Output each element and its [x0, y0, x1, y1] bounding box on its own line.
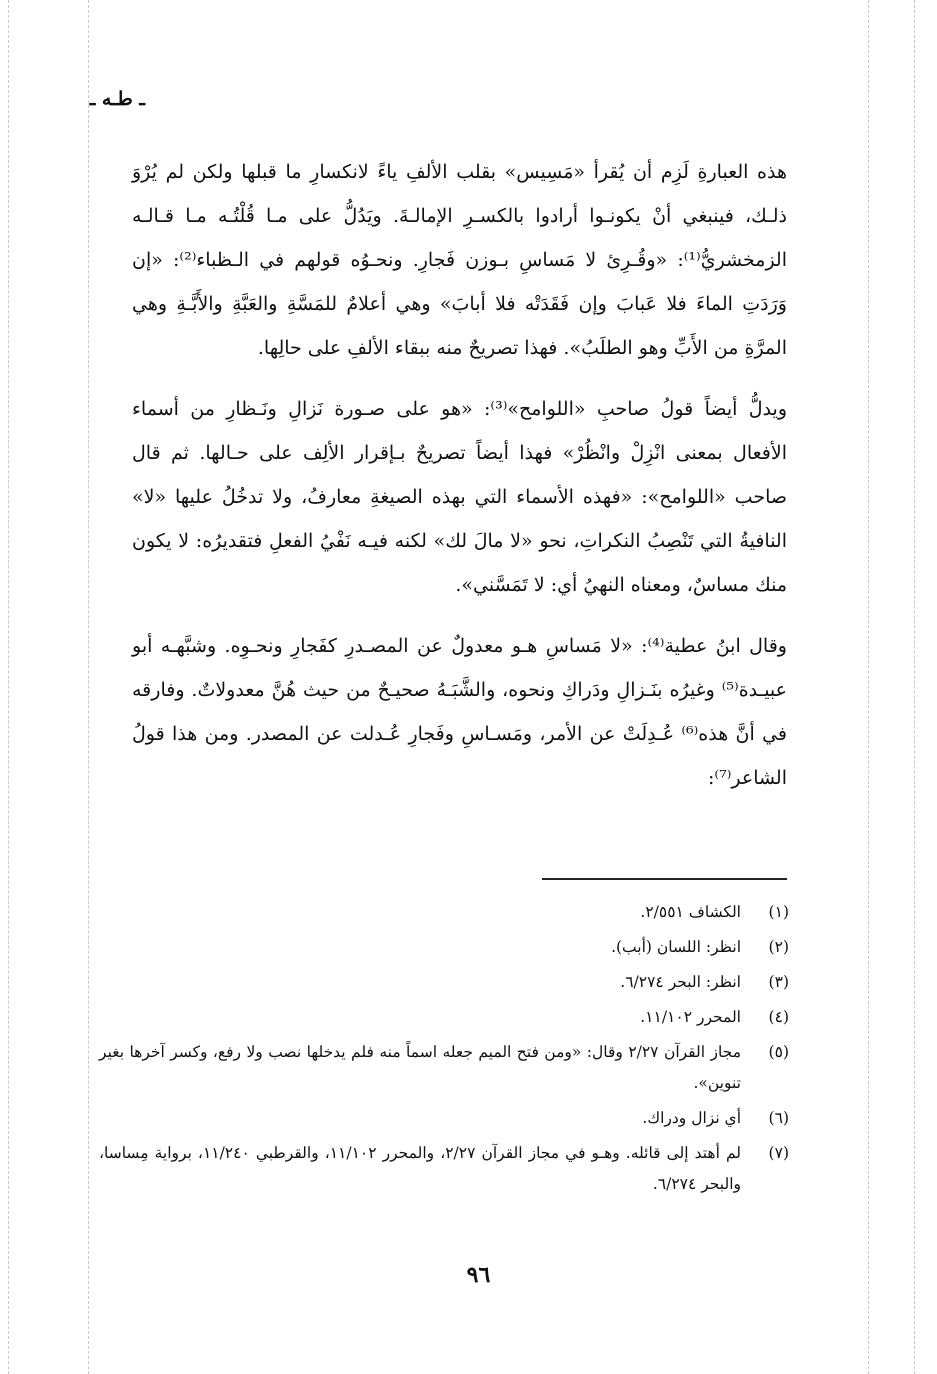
footnote-text: انظر: البحر ٦/٢٧٤. [620, 973, 741, 991]
footnote [99, 967, 789, 998]
running-header: ـ طـه ـ [89, 88, 145, 110]
footnote-number: (٦) [768, 1109, 789, 1127]
scan-guide-line [914, 0, 915, 1374]
footnote-text: الكشاف ٢/٥٥١. [640, 903, 741, 921]
footnote-number: (٥) [768, 1043, 789, 1061]
footnote-number: (٧) [768, 1144, 789, 1162]
footnote-text: أي نزال ودراك. [642, 1109, 741, 1127]
footnote-text: لم أهتد إلى قائله. وهـو في مجاز القرآن ٢/٢٧، والمحرر ١١/١٠٢، والقرطبي ١١/٢٤٠، برواية مِساسا، والبحر ٦/٢٧٤. [99, 1144, 741, 1193]
footnote-text: انظر: اللسان (أبب). [611, 938, 741, 956]
footnote [99, 1138, 789, 1200]
footnote-number: (٢) [768, 938, 789, 956]
footnote-number: (٣) [768, 973, 789, 991]
footnote [99, 897, 789, 928]
scan-guide-line [88, 0, 89, 1374]
scan-guide-line [8, 0, 9, 1374]
footnotes-list [99, 897, 789, 1204]
footnote [99, 932, 789, 963]
body-paragraph: وقال ابنُ عطية⁽⁴⁾: «لا مَساسِ هـو معدولٌ عن المصـدرِ كفَجارِ ونحـوِه. وشبَّهـه أبو عبيـدة⁽⁵⁾ وغيرُه بنَـزالِ ودَراكِ ونحوه، والشَّبَـهُ صحيـحٌ من حيث هُنَّ معدولاتٌ. وفارقه في أنَّ هذه⁽⁶⁾ عُـدِلَتْ عن الأمر، ومَسـاسِ وفَجارِ عُـدلت عن المصدر. ومن هذا قولُ الشاعر⁽⁷⁾: [132, 635, 787, 789]
footnote-number: (١) [768, 903, 789, 921]
scan-guide-line [868, 0, 869, 1374]
footnote [99, 1002, 789, 1033]
footnote-text: المحرر ١١/١٠٢. [640, 1008, 741, 1026]
main-text [132, 150, 787, 800]
footnote [99, 1103, 789, 1134]
footnote-number: (٤) [768, 1008, 789, 1026]
body-paragraph: هذه العبارةِ لَزِم أن يُقرأ «مَسِيس» بقلب الألفِ ياءً لانكسارِ ما قبلها ولكن لم يُرْوَ ذلـك، فينبغي أنْ يكونـوا أرادوا بالكسـرِ الإمالـةَ. ويَدُلُّ على مـا قُلْتُـه مـا قـالـه الزمخشريُّ⁽¹⁾: «وقُـرِئ لا مَساسِ بـوزن فَجارِ. ونحـوُه قولهم في الـظباء⁽²⁾: «إن وَرَدَتِ الماءَ فلا عَبابَ وإن فَقَدَتْه فلا أبابَ» وهي أعلامٌ للمَسَّةِ والعَبَّةِ والأَبَّـةِ وهي المرَّةِ من الأَبِّ وهو الطلَبُ». فهذا تصريحٌ منه ببقاء الألفِ على حالِها. [132, 161, 787, 359]
body-paragraph: ويدلُّ أيضاً قولُ صاحبِ «اللوامح»⁽³⁾: «هو على صـورة نَزالِ ونَـظارِ من أسماء الأفعال بمعنى انْزِلْ وانْظُرْ» فهذا أيضاً تصريحٌ بـإقرار الألِف على حـالها. ثم قال صاحب «اللوامح»: «فهذه الأسماء التي بهذه الصيغةِ معارفُ، ولا تدخُلُ عليها «لا» النافيةُ التي تَنْصِبُ النكراتِ، نحو «لا مالَ لك» لكنه فيـه نَفْيُ الفعلِ فتقديرُه: لا يكون منك مساسٌ، ومعناه النهيُ أي: لا تَمَسَّني». [132, 398, 787, 596]
footnote-text: مجاز القرآن ٢/٢٧ وقال: «ومن فتح الميم جعله اسماً منه فلم يدخلها نصب ولا رفع، وكسر آخرها بغير تنوين». [99, 1043, 741, 1092]
footnote-separator [542, 878, 787, 880]
footnote [99, 1037, 789, 1099]
page-number: ٩٦ [466, 1262, 491, 1288]
